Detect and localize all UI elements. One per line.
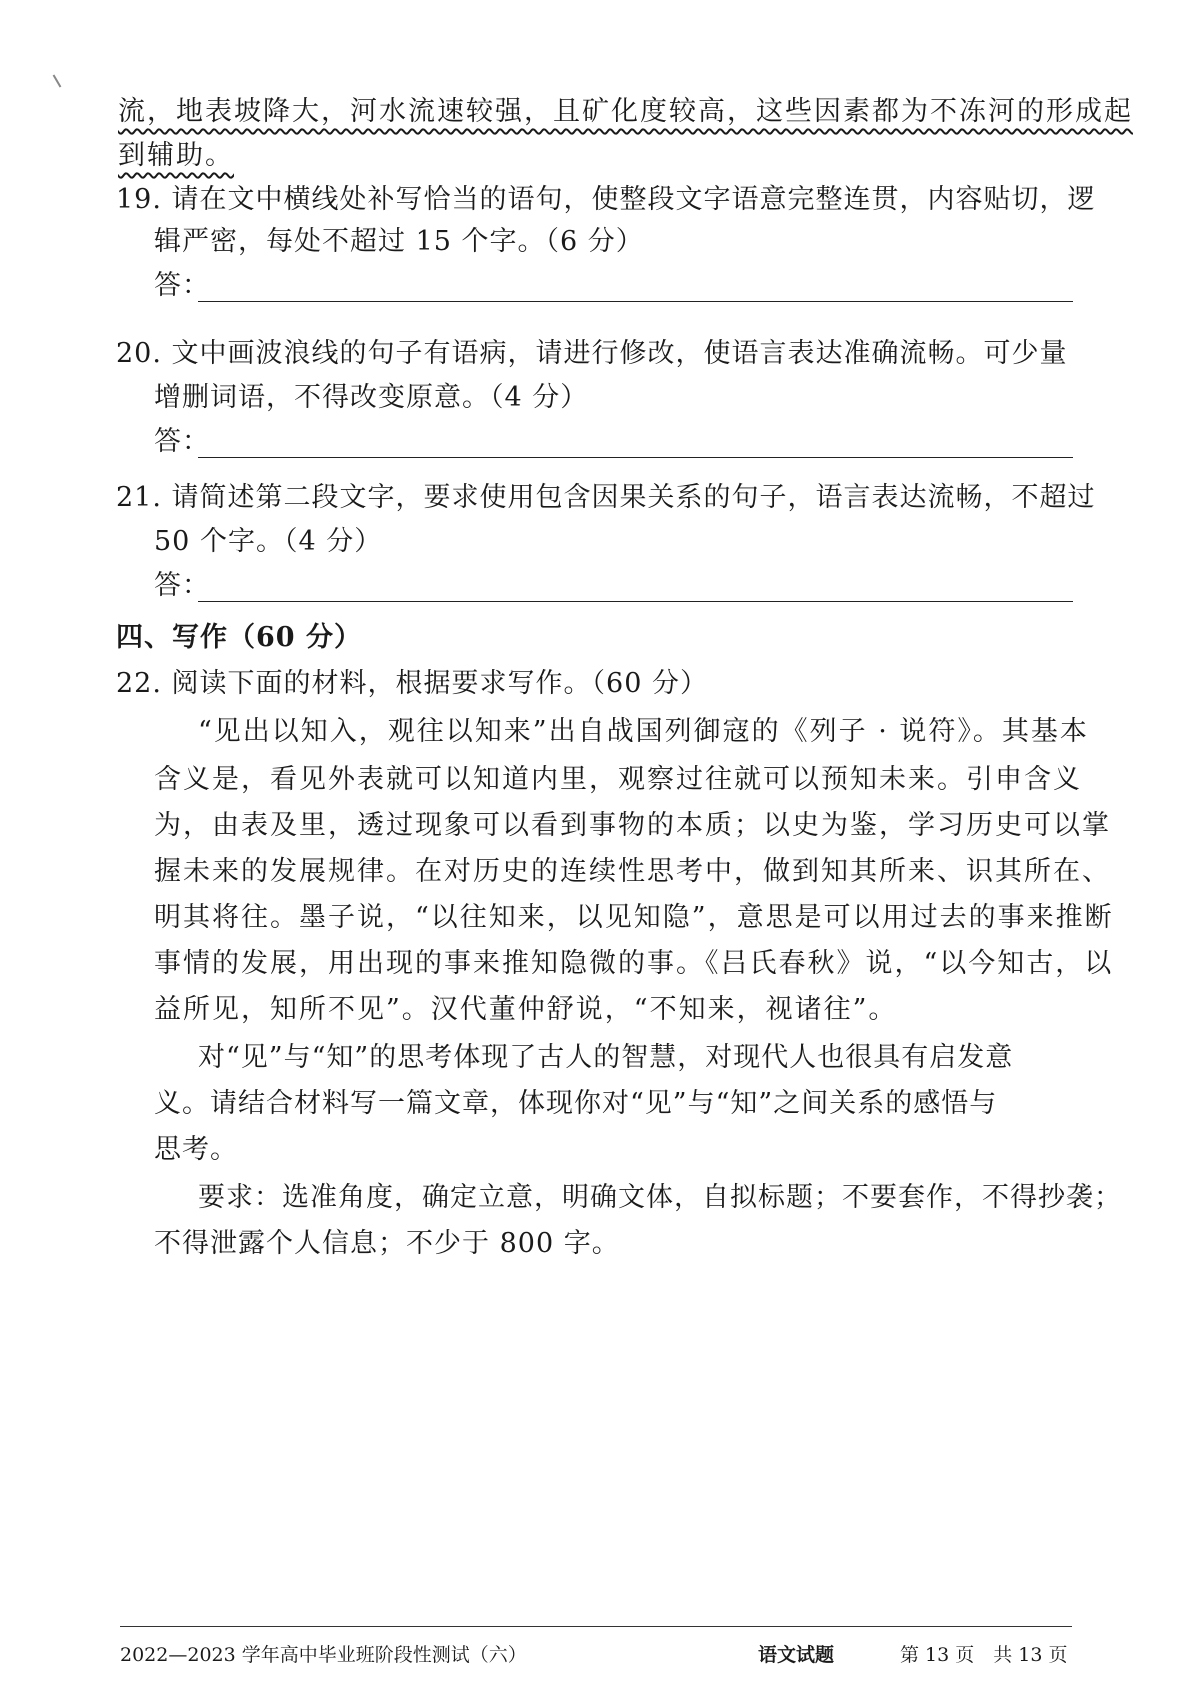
question-19-answer-label: 答： [154,270,210,301]
prompt-line-2: 义。请结合材料写一篇文章，体现你对“见”与“知”之间关系的感悟与 [154,1088,998,1119]
prompt-line-1: 对“见”与“知”的思考体现了古人的智慧，对现代人也很具有启发意 [198,1042,1014,1073]
requirements-line-1: 要求：选准角度，确定立意，明确文体，自拟标题；不要套作，不得抄袭； [198,1182,1122,1213]
material-line-3: 为，由表及里，透过现象可以看到事物的本质；以史为鉴，学习历史可以掌 [154,810,1111,841]
question-19-line-2: 辑严密，每处不超过 15 个字。（6 分） [154,226,644,257]
question-21-line-2: 50 个字。（4 分） [154,526,383,557]
wavy-underlined-text-end: 到辅助。 [118,140,234,171]
material-line-5: 明其将往。墨子说，“以往知来，以见知隐”，意思是可以用过去的事来推断 [154,902,1114,933]
material-line-1: “见出以知入，观往以知来”出自战国列御寇的《列子 · 说符》。其基本 [198,716,1089,747]
wavy-underlined-text: 流，地表坡降大，河水流速较强，且矿化度较高，这些因素都为不冻河的形成起 [118,96,1133,127]
carryover-line-1 [118,92,1133,132]
material-line-4: 握未来的发展规律。在对历史的连续性思考中，做到知其所来、识其所在、 [154,856,1111,887]
section-4-heading: 四、写作（60 分） [116,622,362,653]
question-20-line-2: 增删词语，不得改变原意。（4 分） [154,382,589,413]
question-21-answer-label: 答： [154,570,210,601]
footer-exam-title: 2022—2023 学年高中毕业班阶段性测试（六） [120,1644,527,1666]
question-21-answer-line[interactable] [198,601,1073,602]
material-line-7: 益所见，知所不见”。汉代董仲舒说，“不知来，视诸往”。 [154,994,898,1025]
question-21-line-1: 21. 请简述第二段文字，要求使用包含因果关系的句子，语言表达流畅，不超过 [116,482,1096,513]
prompt-line-3: 思考。 [154,1134,238,1165]
requirements-line-2: 不得泄露个人信息；不少于 800 字。 [154,1228,620,1259]
material-line-2: 含义是，看见外表就可以知道内里，观察过往就可以预知未来。引申含义 [154,764,1082,795]
material-line-6: 事情的发展，用出现的事来推知隐微的事。《吕氏春秋》说，“以今知古，以 [154,948,1114,979]
scan-artifact [53,74,62,87]
question-19-answer-line[interactable] [198,301,1073,302]
question-19-line-1: 19. 请在文中横线处补写恰当的语句，使整段文字语意完整连贯，内容贴切，逻 [116,184,1096,215]
question-20-line-1: 20. 文中画波浪线的句子有语病，请进行修改，使语言表达准确流畅。可少量 [116,338,1068,369]
footer-divider [120,1626,1072,1627]
question-20-answer-line[interactable] [198,457,1073,458]
footer-page-number: 第 13 页 共 13 页 [900,1644,1068,1666]
question-22-title: 22. 阅读下面的材料，根据要求写作。（60 分） [116,668,708,699]
question-20-answer-label: 答： [154,426,210,457]
carryover-line-2 [118,136,234,176]
footer-subject: 语文试题 [758,1644,835,1666]
